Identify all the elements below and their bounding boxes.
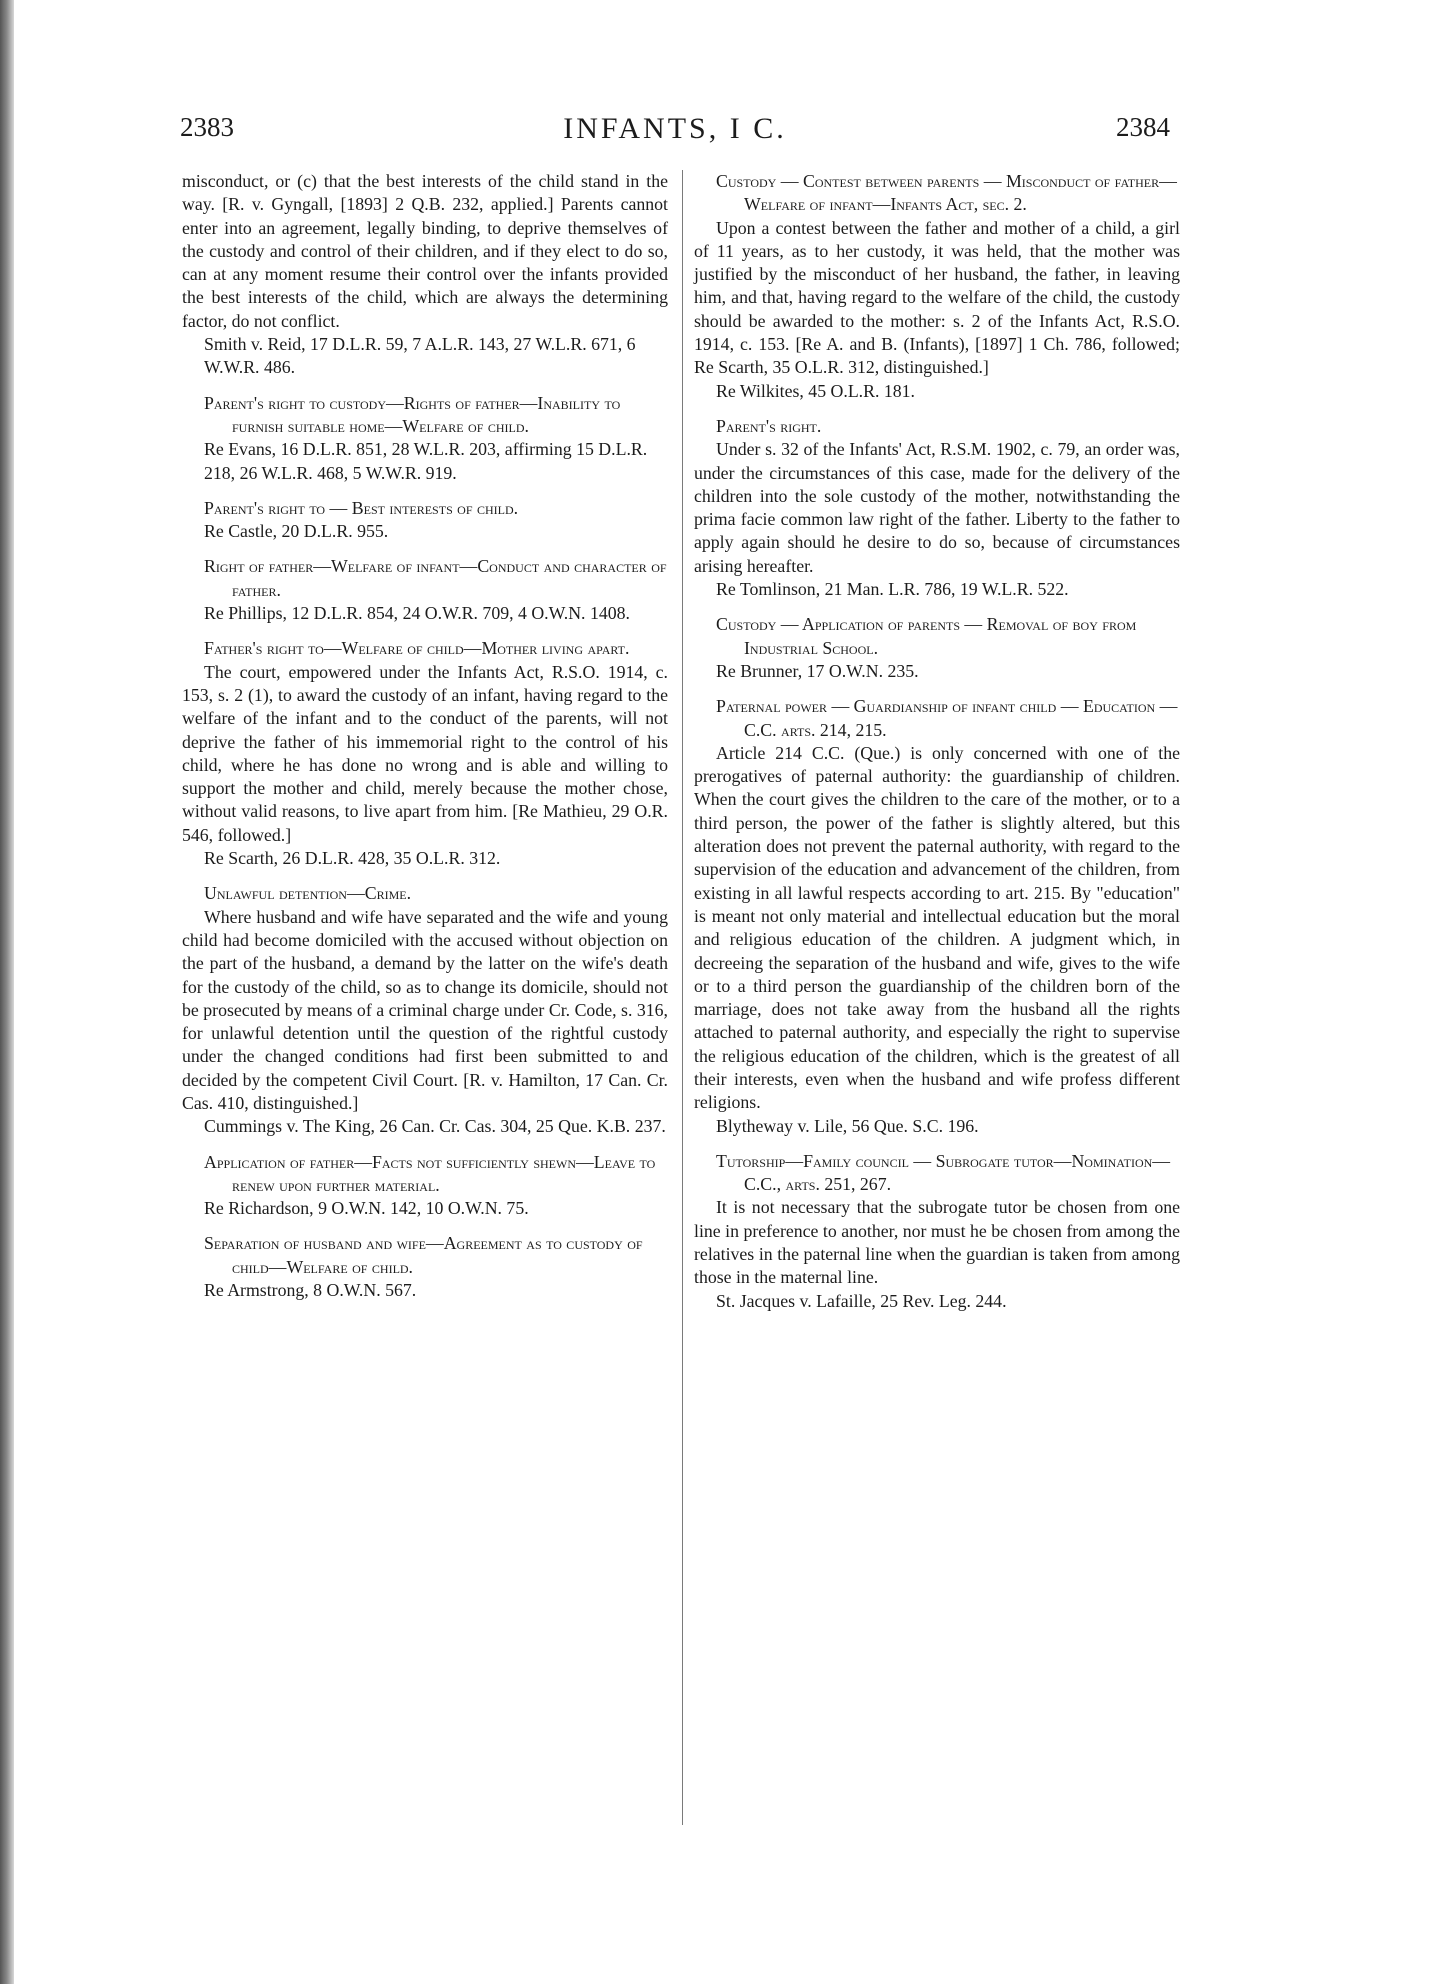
section-heading: Parent's right. bbox=[716, 415, 822, 436]
case-citation: Re Richardson, 9 O.W.N. 142, 10 O.W.N. 75. bbox=[204, 1198, 529, 1219]
column-divider bbox=[682, 170, 683, 1825]
section-heading: Custody — Application of parents — Removal of boy from Industrial School. bbox=[716, 614, 1137, 658]
case-citation: Smith v. Reid, 17 D.L.R. 59, 7 A.L.R. 143, 27 W.L.R. 671, 6 W.W.R. 486. bbox=[204, 334, 636, 378]
section-heading: Custody — Contest between parents — Misconduct of father—Welfare of infant—Infants Act, sec. 2. bbox=[716, 171, 1177, 215]
paragraph: It is not necessary that the subrogate tutor be chosen from one line in preference to another, nor must he be chosen from among the relatives in the paternal line when the guardian is taken from among those in the maternal line. bbox=[694, 1197, 1180, 1288]
case-citation: Re Brunner, 17 O.W.N. 235. bbox=[716, 660, 919, 681]
page-number-left: 2383 bbox=[180, 112, 234, 142]
right-column bbox=[694, 170, 1180, 1325]
case-citation: Cummings v. The King, 26 Can. Cr. Cas. 304, 25 Que. K.B. 237. bbox=[204, 1116, 666, 1137]
case-citation: Re Scarth, 26 D.L.R. 428, 35 O.L.R. 312. bbox=[204, 848, 501, 869]
section-heading: Paternal power — Guardianship of infant child — Education — C.C. arts. 214, 215. bbox=[716, 696, 1178, 740]
case-citation: Re Wilkites, 45 O.L.R. 181. bbox=[716, 380, 915, 401]
case-citation: Blytheway v. Lile, 56 Que. S.C. 196. bbox=[716, 1115, 979, 1136]
book-binding-edge bbox=[0, 0, 14, 1984]
paragraph: misconduct, or (c) that the best interests of the child stand in the way. [R. v. Gyngall, [1893] 2 Q.B. 232, applied.] Parents cannot enter into an agreement, legally binding, to deprive themselves of the custody and control of their children, and if they elect to do so, can at any moment resume their control over the infants provided the best interests of the child, which are always the determining factor, do not conflict. bbox=[182, 171, 668, 331]
section-heading: Separation of husband and wife—Agreement as to custody of child—Welfare of child. bbox=[204, 1233, 643, 1277]
section-heading: Application of father—Facts not sufficiently shewn—Leave to renew upon further material. bbox=[204, 1151, 656, 1195]
paragraph: Under s. 32 of the Infants' Act, R.S.M. 1902, c. 79, an order was, under the circumstances of this case, made for the delivery of the children into the sole custody of the mother, notwithstanding the prima facie common law right of the father. Liberty to the father to apply again should he desire to do so, because of circumstances arising hereafter. bbox=[694, 439, 1180, 576]
case-citation: Re Phillips, 12 D.L.R. 854, 24 O.W.R. 709, 4 O.W.N. 1408. bbox=[204, 603, 630, 624]
running-title: INFANTS, I C. bbox=[563, 112, 787, 145]
section-heading: Father's right to—Welfare of child—Mother living apart. bbox=[204, 638, 630, 659]
case-citation: Re Castle, 20 D.L.R. 955. bbox=[204, 521, 389, 542]
page-number-right: 2384 bbox=[1116, 112, 1170, 142]
paragraph: Upon a contest between the father and mother of a child, a girl of 11 years, as to her custody, it was held, that the mother was justified by the misconduct of her husband, the father, in leaving him, and that, having regard to the welfare of the child, the custody should be awarded to the mother: s. 2 of the Infants Act, R.S.O. 1914, c. 153. [Re A. and B. (Infants), [1897] 1 Ch. 786, followed; Re Scarth, 35 O.L.R. 312, distinguished.] bbox=[694, 217, 1180, 378]
case-citation: Re Evans, 16 D.L.R. 851, 28 W.L.R. 203, affirming 15 D.L.R. 218, 26 W.L.R. 468, 5 W.W.R. 919. bbox=[204, 439, 648, 483]
case-citation: Re Tomlinson, 21 Man. L.R. 786, 19 W.L.R. 522. bbox=[716, 579, 1069, 600]
case-citation: Re Armstrong, 8 O.W.N. 567. bbox=[204, 1280, 417, 1301]
section-heading: Parent's right to — Best interests of child. bbox=[204, 497, 519, 518]
paragraph: Where husband and wife have separated and the wife and young child had become domiciled with the accused without objection on the part of the husband, a demand by the latter on the wife's death for the custody of the child, so as to change its domicile, should not be prosecuted by means of a criminal charge under Cr. Code, s. 316, for unlawful detention until the question of the rightful custody under the changed conditions had first been submitted to and decided by the competent Civil Court. [R. v. Hamilton, 17 Can. Cr. Cas. 410, distinguished.] bbox=[182, 906, 668, 1113]
section-heading: Unlawful detention—Crime. bbox=[204, 883, 412, 904]
case-citation: St. Jacques v. Lafaille, 25 Rev. Leg. 244. bbox=[716, 1290, 1007, 1311]
section-heading: Tutorship—Family council — Subrogate tutor—Nomination—C.C., arts. 251, 267. bbox=[716, 1150, 1171, 1195]
section-heading: Right of father—Welfare of infant—Conduct and character of father. bbox=[204, 556, 667, 600]
running-header bbox=[180, 112, 1170, 156]
left-column bbox=[182, 170, 668, 1314]
paragraph: Article 214 C.C. (Que.) is only concerned with one of the prerogatives of paternal authority: the guardianship of children. When the court gives the children to the care of the mother, or to a third person, the power of the father is slightly altered, but this alteration does not prevent the paternal authority, with regard to the supervision of the education and advancement of the children, from existing in all lawful respects according to art. 215. By "education" is meant not only material and intellectual education but the moral and religious education of the children. A judgment which, in decreeing the separation of the husband and wife, gives to the wife or to a third person the guardianship of the children born of the marriage, does not take away from the husband all the rights attached to paternal authority, and especially the right to supervise the religious education of the children, which is the greatest of all their interests, even when the husband and wife profess different religions. bbox=[694, 742, 1180, 1113]
section-heading: Parent's right to custody—Rights of father—Inability to furnish suitable home—Welfare of child. bbox=[204, 392, 621, 436]
paragraph: The court, empowered under the Infants Act, R.S.O. 1914, c. 153, s. 2 (1), to award the custody of an infant, having regard to the welfare of the infant and to the conduct of the parents, will not deprive the father of his immemorial right to the control of his child, where he has done no wrong and is able and willing to support the mother and child, merely because the mother chose, without valid reasons, to live apart from him. [Re Mathieu, 29 O.R. 546, followed.] bbox=[182, 661, 668, 845]
